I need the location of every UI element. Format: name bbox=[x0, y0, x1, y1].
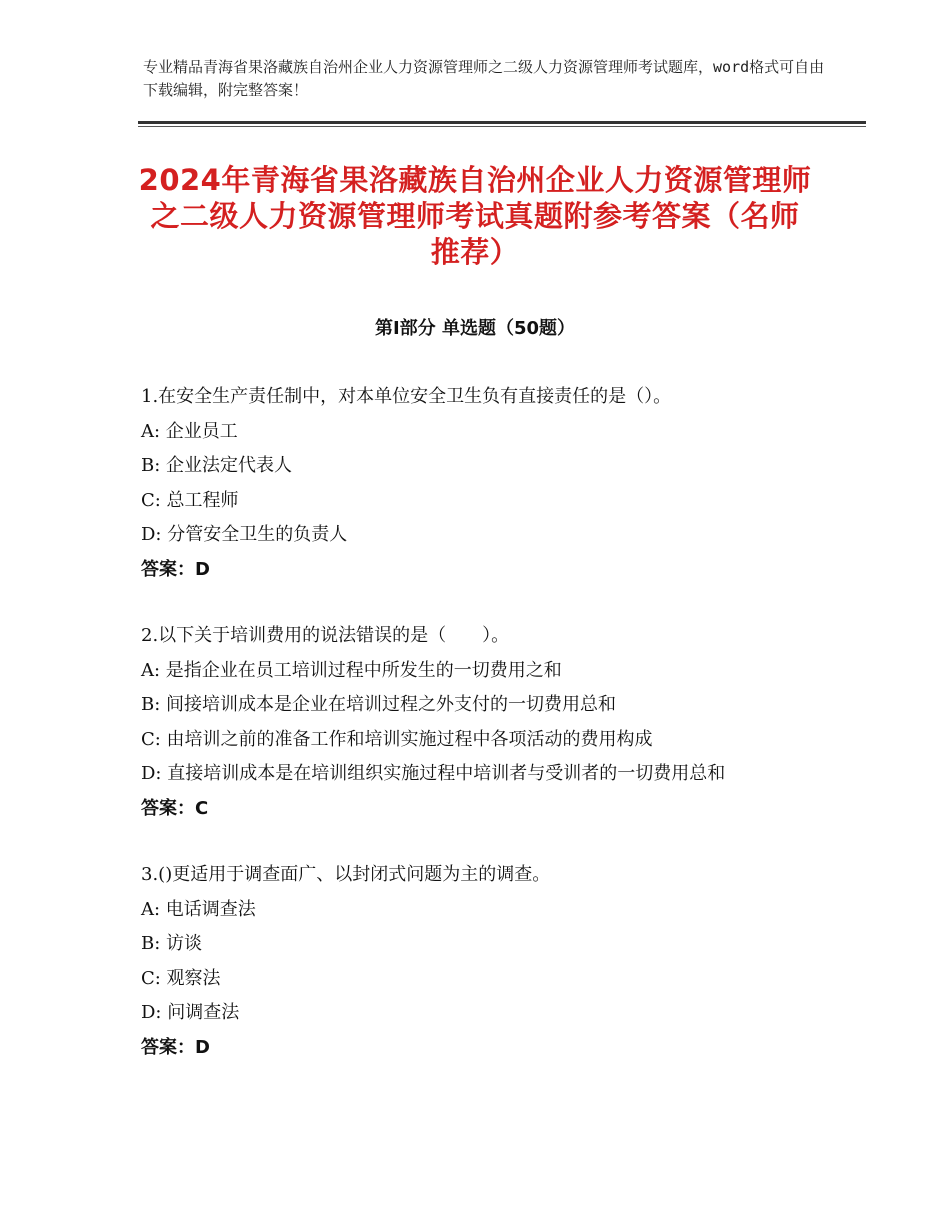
header-note: 专业精品青海省果洛藏族自治州企业人力资源管理师之二级人力资源管理师考试题库，word格式可自由下载编辑，附完整答案！ bbox=[143, 58, 825, 99]
option-d: D: 直接培训成本是在培训组织实施过程中培训者与受训者的一切费用总和 bbox=[141, 763, 726, 784]
answer-text: 答案：D bbox=[141, 1036, 210, 1058]
question-item bbox=[141, 858, 821, 1065]
option-b: B: 企业法定代表人 bbox=[141, 455, 293, 476]
option-d: D: 问调查法 bbox=[141, 1002, 240, 1023]
question-item bbox=[141, 619, 821, 826]
option-a: A: 是指企业在员工培训过程中所发生的一切费用之和 bbox=[141, 659, 562, 681]
option-a: A: 企业员工 bbox=[141, 420, 238, 442]
question-text: 2.以下关于培训费用的说法错误的是（ ）。 bbox=[141, 625, 510, 646]
answer-text: 答案：D bbox=[141, 558, 210, 580]
option-d: D: 分管安全卫生的负责人 bbox=[141, 524, 348, 545]
option-b: B: 访谈 bbox=[141, 933, 203, 954]
option-c: C: 总工程师 bbox=[141, 489, 239, 511]
question-text: 3.()更适用于调查面广、以封闭式问题为主的调查。 bbox=[141, 864, 551, 885]
option-b: B: 间接培训成本是企业在培训过程之外支付的一切费用总和 bbox=[141, 694, 617, 715]
document-title: 2024年青海省果洛藏族自治州企业人力资源管理师之二级人力资源管理师考试真题附参考答案（名师推荐） bbox=[138, 163, 812, 269]
option-a: A: 电话调查法 bbox=[141, 898, 256, 920]
header-rule-thin bbox=[138, 126, 866, 127]
section-title: 第Ⅰ部分 单选题（50题） bbox=[374, 318, 575, 339]
option-c: C: 由培训之前的准备工作和培训实施过程中各项活动的费用构成 bbox=[141, 728, 653, 750]
answer-text: 答案：C bbox=[141, 797, 209, 819]
question-text: 1.在安全生产责任制中，对本单位安全卫生负有直接责任的是（）。 bbox=[141, 386, 672, 407]
question-item bbox=[141, 380, 821, 587]
header-rule-thick bbox=[138, 121, 866, 124]
question-list bbox=[141, 380, 821, 1097]
option-c: C: 观察法 bbox=[141, 967, 221, 989]
